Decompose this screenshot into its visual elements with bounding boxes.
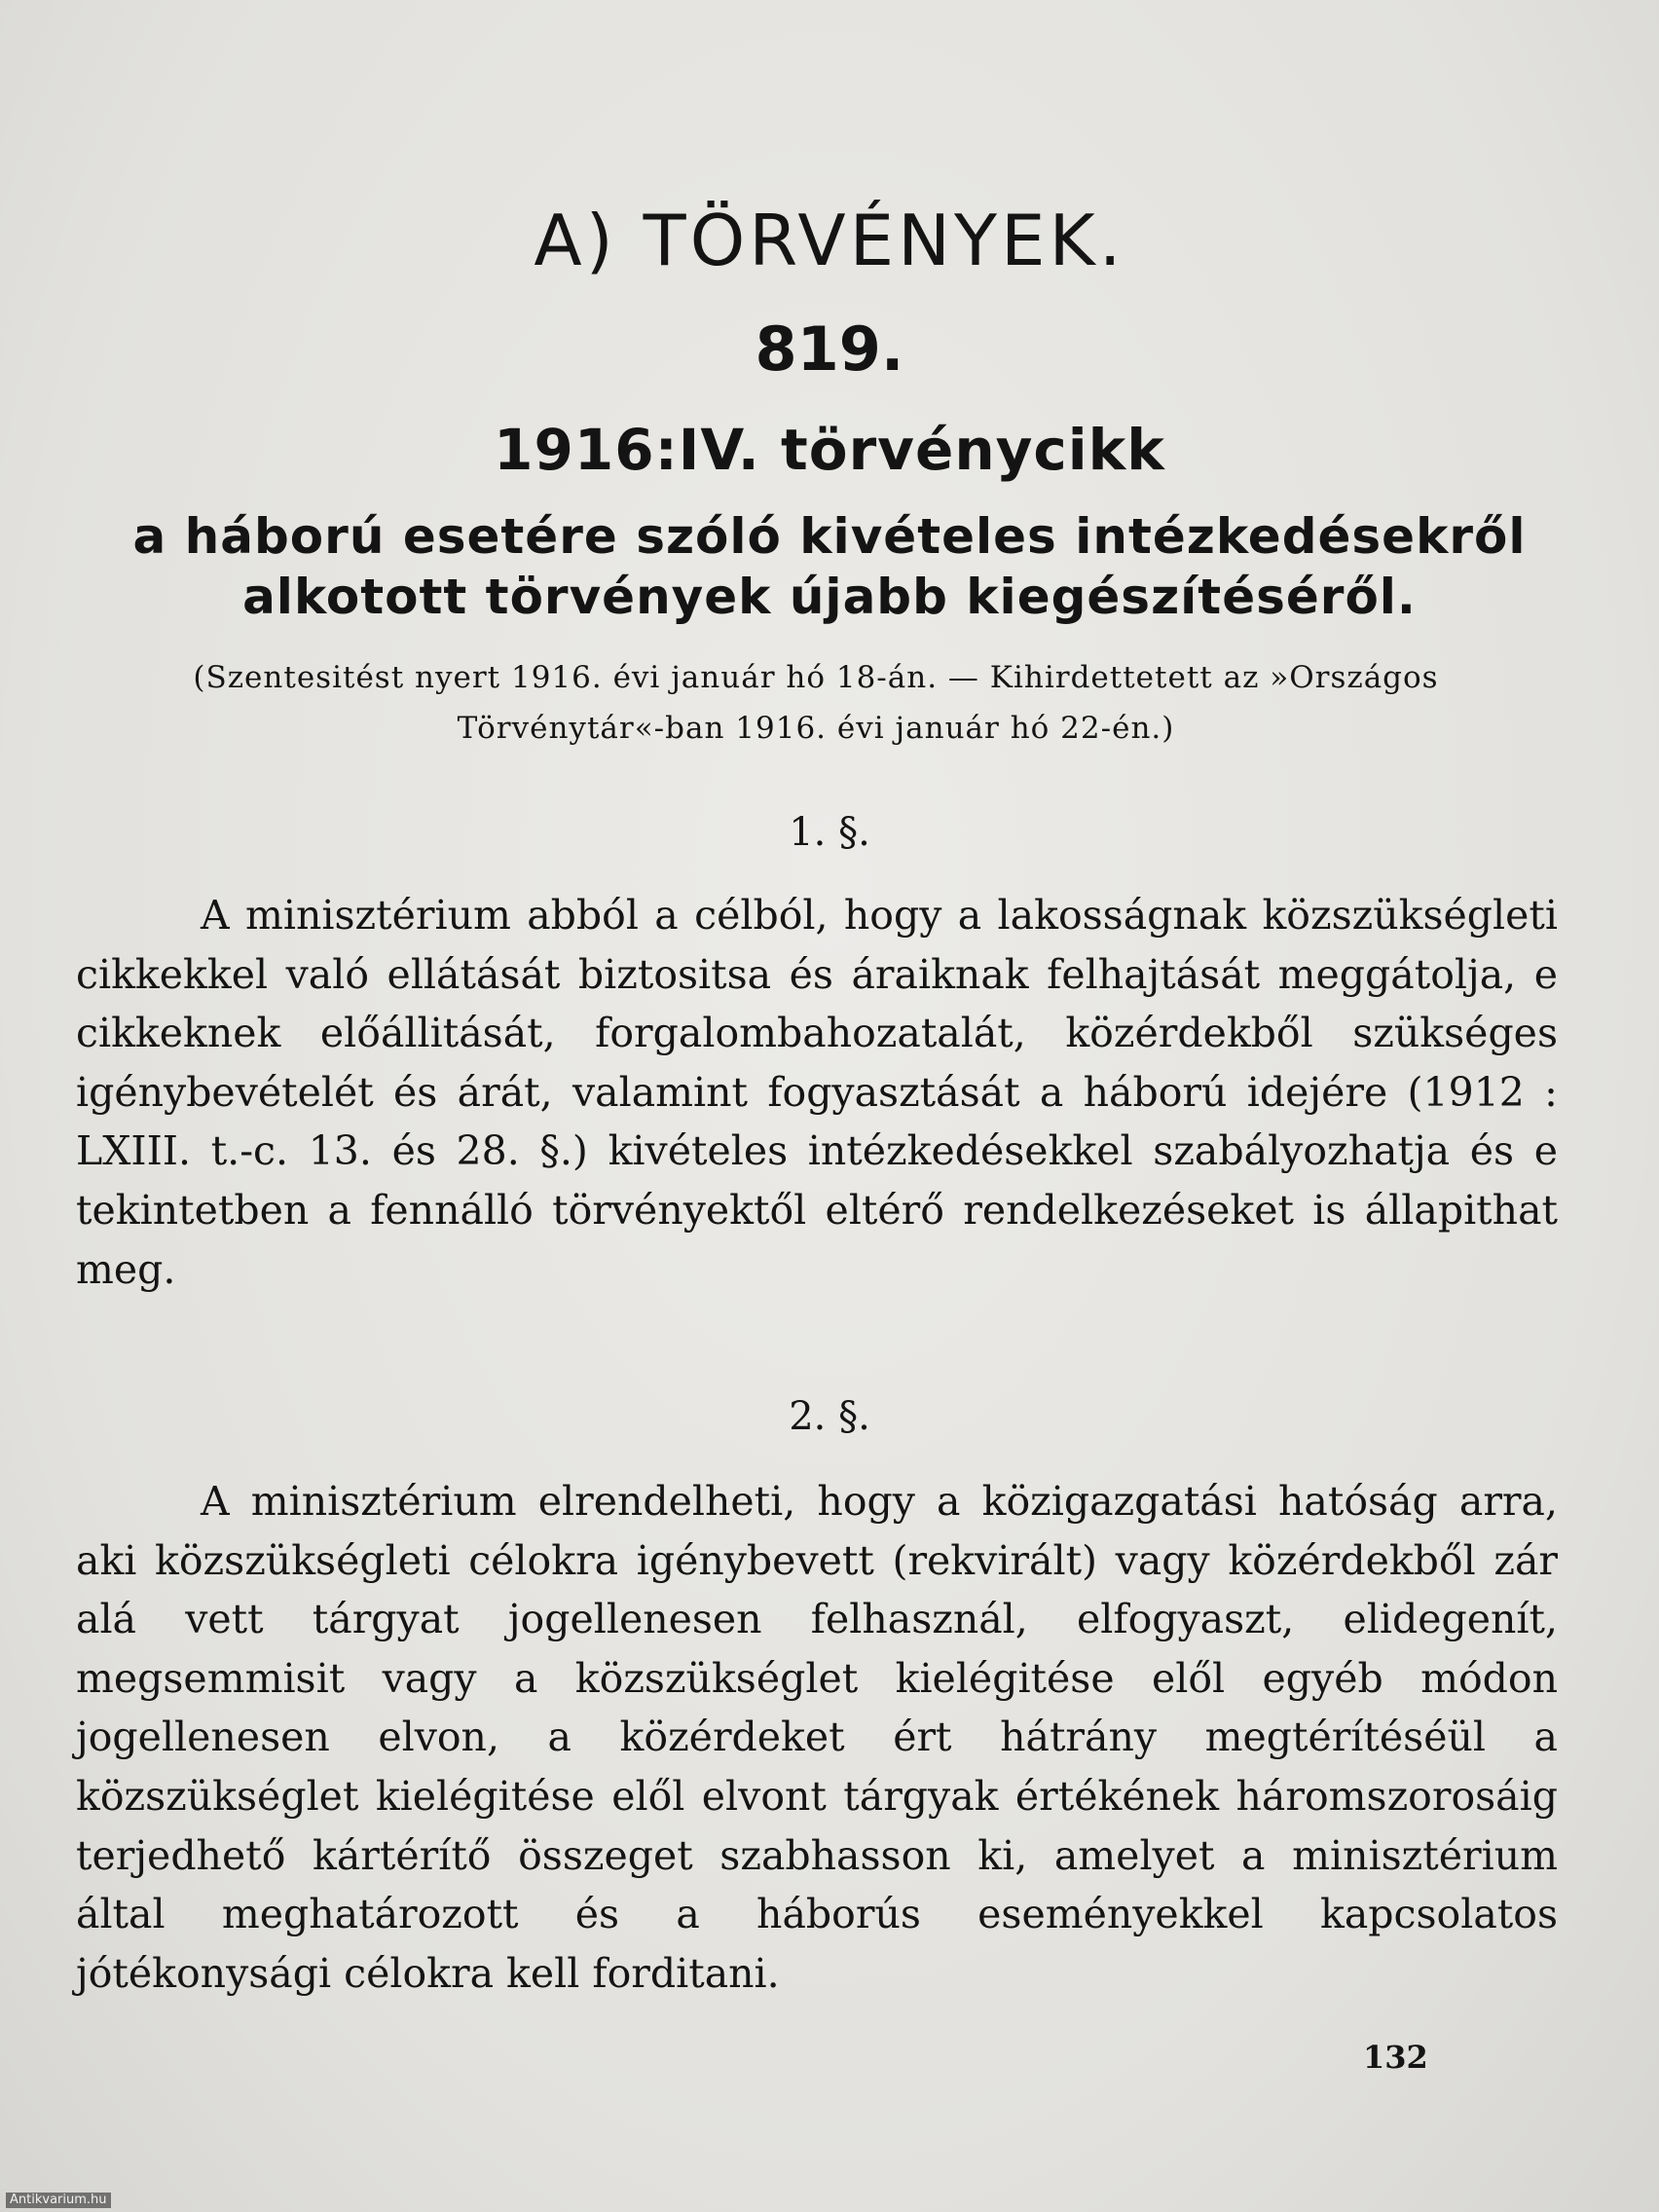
watermark-brand: Antikvarium.hu [6, 2193, 111, 2208]
paragraph-mark-1: 1. §. [789, 810, 870, 855]
page-number: 132 [1363, 2039, 1428, 2076]
sanction-line: Törvénytár«-ban 1916. évi január hó 22-én.) [457, 711, 1175, 746]
act-subject: a háború esetére szóló kivételes intézkedésekről alkotott törvények újabb kiegészítéséről. [132, 508, 1527, 625]
section-heading: A) TÖRVÉNYEK. [534, 200, 1125, 281]
act-title: 1916:IV. törvénycikk [494, 417, 1165, 483]
sanction-note [76, 652, 1556, 754]
paragraph-text-2: A minisztérium elrendelheti, hogy a közigazgatási hatóság arra, aki közszükségleti célokra igénybevett (rekvirált) vagy közérdekből zár alá vett tárgyat jogellenesen felhasznál, elfogyaszt, elidegenít, megsemmisit vagy a közszükséglet kielégitése elől egyéb módon jogellenesen elvon, a közérdeket ért hátrány megtérítéséül a közszükséglet kielégitése elől elvont tárgyak értékének háromszorosáig terjedhető kártérítő összeget szabhasson ki, amelyet a minisztérium által meghatározott és a háborús eseményekkel kapcsolatos jótékonysági célokra kell forditani. [76, 1478, 1558, 1997]
sanction-line: (Szentesitést nyert 1916. évi január hó 18-án. — Kihirdettetett az »Országos [193, 660, 1439, 695]
act-number: 819. [755, 313, 904, 385]
paragraph-text-1: A minisztérium abból a célból, hogy a lakosságnak közszükségleti cikkekkel való ellátását biztositsa és áraiknak felhajtását meggátolja, e cikkeknek előállitását, forgalombahozatalát, közérdekből szükséges igénybevételét és árát, valamint fogyasztását a háború idejére (1912 : LXIII. t.-c. 13. és 28. §.) kivételes intézkedésekkel szabályozhatja és e tekintetben a fennálló törvényektől eltérő rendelkezéseket is állapithat meg. [76, 892, 1558, 1293]
paragraph-mark-2: 2. §. [789, 1394, 870, 1439]
